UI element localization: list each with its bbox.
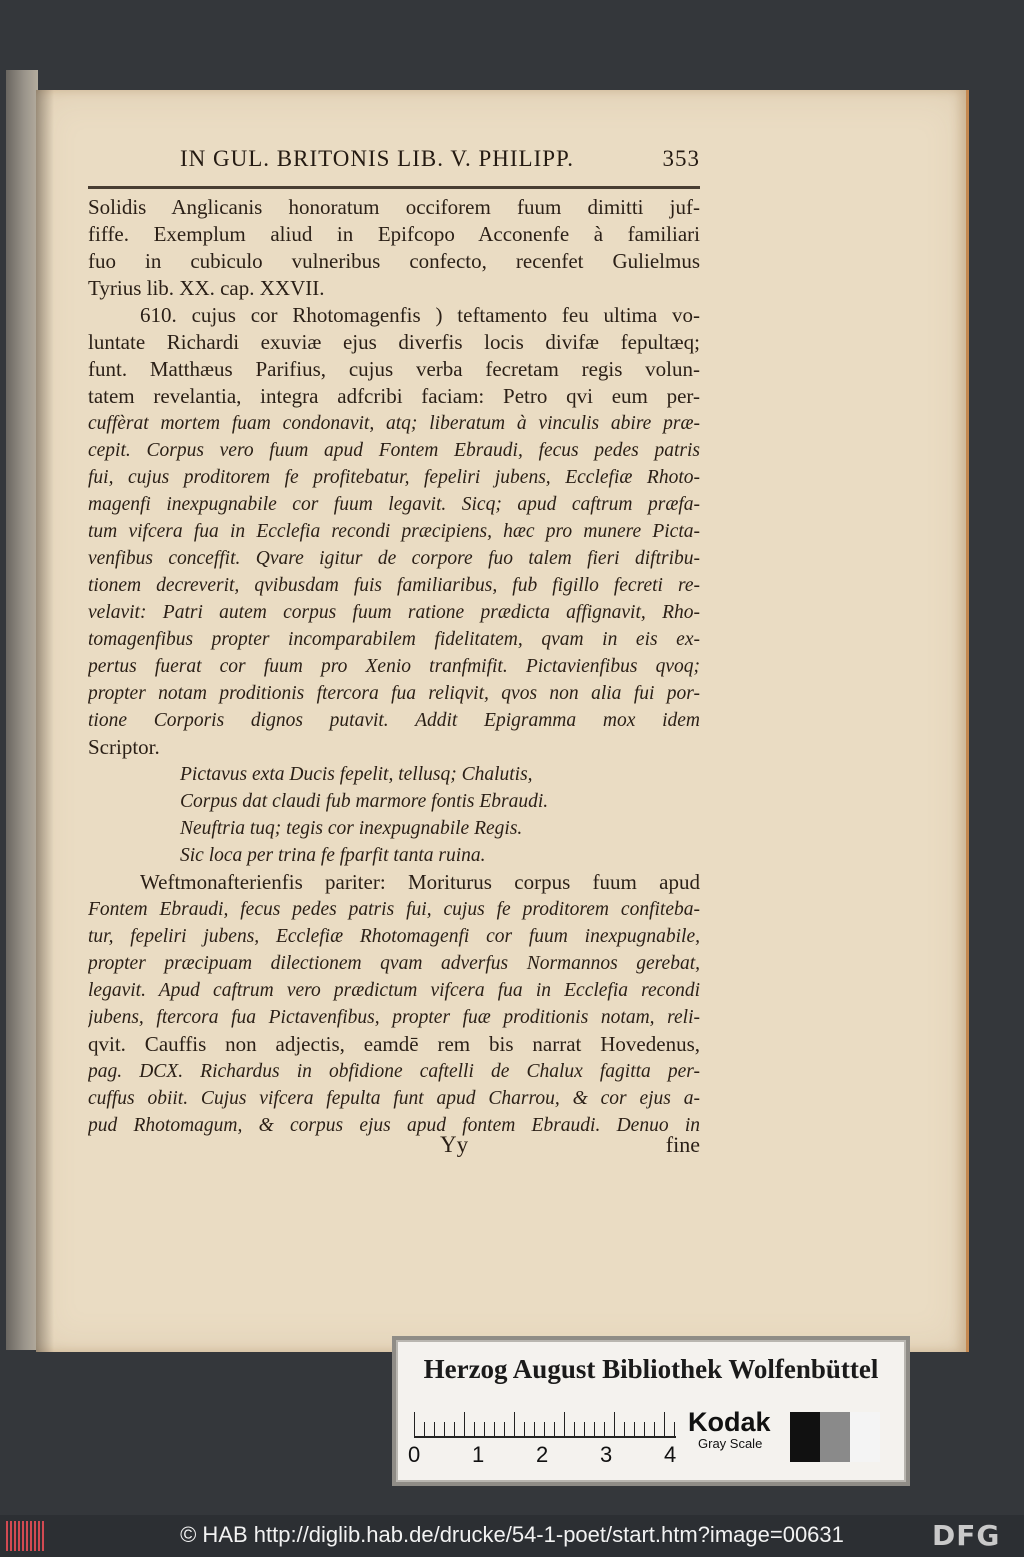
ruler-tick: [504, 1422, 505, 1436]
ruler-tick: [574, 1422, 575, 1436]
gray-scale-patches: [790, 1412, 880, 1462]
measuring-ruler: [408, 1402, 680, 1468]
text-line: funt. Matthæus Parifius, cujus verba fecretam regis volun-: [88, 357, 700, 381]
head-rule: [88, 186, 700, 189]
underlying-page-edge: [6, 70, 38, 1350]
text-line: Solidis Anglicanis honoratum occiforem fuum dimitti juf-: [88, 195, 700, 219]
ruler-tick: [594, 1422, 595, 1436]
catchword: fine: [665, 1132, 700, 1157]
ruler-tick: [524, 1422, 525, 1436]
text-line: tione Corporis dignos putavit. Addit Epigramma mox idem: [88, 710, 700, 731]
ruler-tick: [454, 1422, 455, 1436]
text-line: Weftmonafterienfis pariter: Moriturus corpus fuum apud: [140, 870, 700, 894]
text-line: Sic loca per trina fe fparfit tanta ruina.: [180, 845, 486, 866]
gray-patch: [790, 1412, 820, 1462]
running-head: [180, 146, 700, 182]
gray-patch: [820, 1412, 850, 1462]
ruler-tick: [544, 1422, 545, 1436]
ruler-tick: [474, 1422, 475, 1436]
ruler-tick: [584, 1422, 585, 1436]
ruler-tick: [514, 1412, 515, 1436]
ruler-tick: [604, 1422, 605, 1436]
text-line: tum vifcera fua in Ecclefia recondi præcipiens, hæc pro munere Picta-: [88, 521, 700, 542]
ruler-number: 4: [664, 1442, 677, 1467]
ruler-tick: [494, 1422, 495, 1436]
ruler-tick: [624, 1422, 625, 1436]
dfg-logo[interactable]: DFG: [932, 1519, 1001, 1552]
text-line: propter præcipuam dilectionem qvam adverfus Normannos gerebat,: [88, 953, 700, 974]
text-line: cuffèrat mortem fuam condonavit, atq; liberatum à vinculis abire præ-: [88, 413, 700, 434]
text-line: tatem revelantia, integra adfcribi faciam: Petro qvi eum per-: [88, 384, 700, 408]
text-line: Fontem Ebraudi, fecus pedes patris fui, cujus fe proditorem confiteba-: [88, 899, 700, 920]
page-body-text: [88, 194, 700, 1139]
ruler-tick: [644, 1422, 645, 1436]
text-line: venfibus conceffit. Qvare igitur de corpore fuo talem fieri diftribu-: [88, 548, 700, 569]
text-line: tomagenfibus propter incomparabilem fidelitatem, qvam in eis ex-: [88, 629, 700, 650]
text-line: velavit: Patri autem corpus fuum ratione prædicta affignavit, Rho-: [88, 602, 700, 623]
ruler-number: 0: [408, 1442, 421, 1467]
ruler-tick: [674, 1422, 675, 1436]
ruler-tick: [614, 1412, 615, 1436]
ruler-tick: [464, 1412, 465, 1436]
text-line: 610. cujus cor Rhotomagenfis ) teftamento feu ultima vo-: [140, 303, 700, 327]
text-line: Pictavus exta Ducis fepelit, tellusq; Chalutis,: [180, 764, 533, 785]
ruler-tick: [654, 1422, 655, 1436]
text-line: qvit. Cauffis non adjectis, eamdē rem bis narrat Hovedenus,: [88, 1032, 700, 1056]
text-line: pag. DCX. Richardus in obfidione caftelli de Chalux fagitta per-: [88, 1061, 700, 1082]
ruler-tick: [444, 1422, 445, 1436]
text-line: tionem decreverit, qvibusdam fuis familiaribus, fub figillo fecreti re-: [88, 575, 700, 596]
library-name: Herzog August Bibliothek Wolfenbüttel: [423, 1354, 879, 1384]
running-head-title: IN GUL. BRITONIS LIB. V. PHILIPP.: [180, 146, 575, 171]
library-color-card: [396, 1340, 906, 1482]
page-number: 353: [662, 146, 700, 171]
text-line: Tyrius lib. XX. cap. XXVII.: [88, 276, 325, 300]
text-line: cepit. Corpus vero fuum apud Fontem Ebraudi, fecus pedes patris: [88, 440, 700, 461]
text-line: fui, cujus proditorem fe profitebatur, fepeliri jubens, Ecclefiæ Rhoto-: [88, 467, 700, 488]
kodak-label: [688, 1408, 780, 1460]
text-line: pud Rhotomagum, & corpus ejus apud fontem Ebraudi. Denuo in: [88, 1115, 700, 1136]
ruler-tick: [484, 1422, 485, 1436]
signature-row: [88, 1132, 700, 1162]
text-line: fiffe. Exemplum aliud in Epifcopo Acconenfe à familiari: [88, 222, 700, 246]
text-line: tur, fepeliri jubens, Ecclefiæ Rhotomagenfi cor fuum inexpugnabile,: [88, 926, 700, 947]
text-line: Scriptor.: [88, 735, 160, 759]
text-line: cuffus obiit. Cujus vifcera fepulta funt apud Charrou, & cor ejus a-: [88, 1088, 700, 1109]
ruler-tick: [534, 1422, 535, 1436]
ruler-tick: [414, 1412, 415, 1436]
copyright-link[interactable]: © HAB http://diglib.hab.de/drucke/54-1-poet/start.htm?image=00631: [180, 1522, 844, 1547]
ruler-number: 2: [536, 1442, 549, 1467]
kodak-grayscale-label: Gray Scale: [698, 1436, 763, 1451]
ruler-number: 1: [472, 1442, 485, 1467]
ruler-tick: [564, 1412, 565, 1436]
ruler-tick: [664, 1412, 665, 1436]
text-line: jubens, ftercora fua Pictavenfibus, propter fuæ proditionis notam, reli-: [88, 1007, 700, 1028]
text-line: fuo in cubiculo vulneribus confecto, recenfet Gulielmus: [88, 249, 700, 273]
ruler-baseline: [414, 1436, 676, 1438]
ruler-number: 3: [600, 1442, 613, 1467]
text-line: pertus fuerat cor fuum pro Xenio tranfmifit. Pictavienfibus qvoq;: [88, 656, 700, 677]
signature-mark: Yy: [440, 1132, 469, 1157]
kodak-brand: Kodak: [688, 1407, 771, 1437]
ruler-tick: [434, 1422, 435, 1436]
gutter-shadow: [36, 90, 54, 1352]
text-line: Corpus dat claudi fub marmore fontis Ebraudi.: [180, 791, 549, 812]
gray-patch: [850, 1412, 880, 1462]
ruler-tick: [554, 1422, 555, 1436]
text-line: legavit. Apud caftrum vero prædictum vifcera fua in Ecclefia recondi: [88, 980, 700, 1001]
text-line: Neuftria tuq; tegis cor inexpugnabile Regis.: [180, 818, 523, 839]
viewer-footer: [0, 1515, 1024, 1557]
text-line: magenfi inexpugnabile cor fuum legavit. Sicq; apud caftrum præfa-: [88, 494, 700, 515]
text-line: propter notam proditionis ftercora fua reliqvit, qvos non alia fui por-: [88, 683, 700, 704]
ruler-tick: [424, 1422, 425, 1436]
ruler-tick: [634, 1422, 635, 1436]
text-line: luntate Richardi exuviæ ejus diverfis locis divifæ fepultæq;: [88, 330, 700, 354]
